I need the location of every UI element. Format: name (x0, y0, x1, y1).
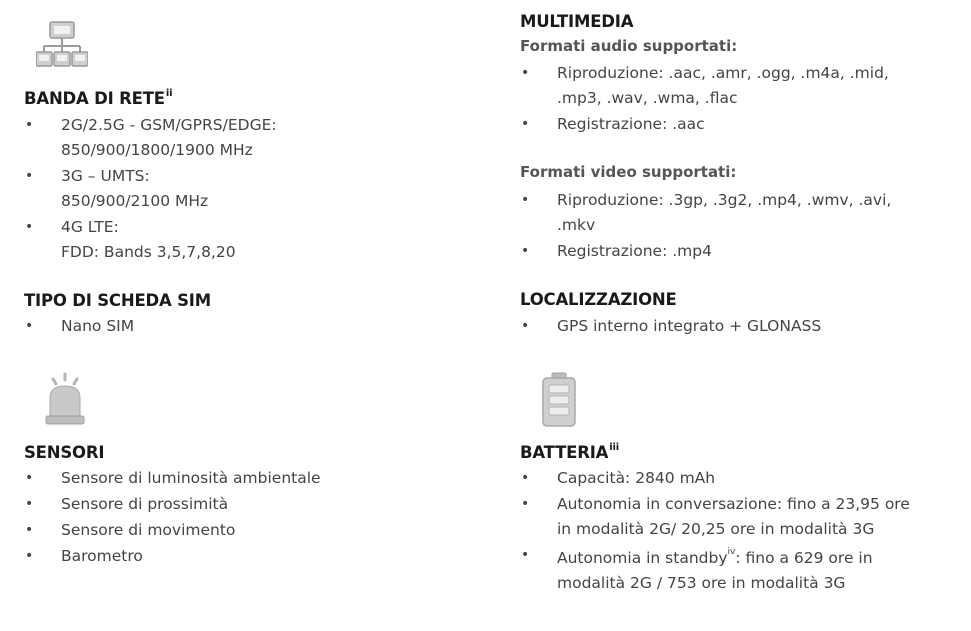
sim-heading: TIPO DI SCHEDA SIM (24, 291, 211, 310)
list-item: • 3G – UMTS: 850/900/2100 MHz (25, 167, 209, 210)
list-item: • Sensore di prossimità (25, 495, 229, 513)
list-item: • Barometro (25, 547, 143, 565)
battery-list (520, 466, 910, 597)
list-item: • Registrazione: .aac (521, 115, 705, 133)
audio-formats-list (520, 61, 889, 138)
video-formats-list (520, 188, 891, 265)
list-item: • Sensore di luminosità ambientale (25, 469, 321, 487)
sensors-list (24, 466, 321, 570)
video-formats-title: Formati video supportati: (520, 163, 737, 181)
list-item: • GPS interno integrato + GLONASS (521, 317, 822, 335)
list-item: • 4G LTE: FDD: Bands 3,5,7,8,20 (25, 218, 236, 261)
list-item: • Sensore di movimento (25, 521, 236, 539)
list-item: • 2G/2.5G - GSM/GPRS/EDGE: 850/900/1800/1900 MHz (25, 116, 277, 159)
list-item: • Riproduzione: .3gp, .3g2, .mp4, .wmv, .avi, .mkv (521, 191, 892, 234)
network-heading: BANDA DI RETE$^{ii}$ (24, 87, 173, 108)
location-heading: LOCALIZZAZIONE (520, 290, 677, 309)
audio-formats-title: Formati audio supportati: (520, 37, 738, 55)
battery-heading: BATTERIA$^{iii}$ (520, 441, 619, 462)
sensors-heading: SENSORI (24, 443, 105, 462)
network-icon (36, 20, 88, 76)
list-item: • Registrazione: .mp4 (521, 242, 712, 260)
list-item: • Riproduzione: .aac, .amr, .ogg, .m4a, .mid, .mp3, .wav, .wma, .flac (521, 64, 889, 107)
list-item: • Capacità: 2840 mAh (521, 469, 716, 487)
location-list (520, 314, 821, 340)
list-item: • Autonomia in conversazione: fino a 23,95 ore in modalità 2G/ 20,25 ore in modalità 3G (521, 495, 910, 538)
battery-icon (540, 372, 580, 434)
multimedia-heading: MULTIMEDIA (520, 12, 634, 31)
sensor-alarm-icon (44, 372, 90, 432)
network-list (24, 113, 277, 266)
list-item: • Autonomia in standby$^{iv}$: fino a 629 ore in modalità 2G / 753 ore in modalità 3G (521, 547, 873, 593)
sim-list (24, 314, 134, 340)
list-item: • Nano SIM (25, 317, 135, 335)
